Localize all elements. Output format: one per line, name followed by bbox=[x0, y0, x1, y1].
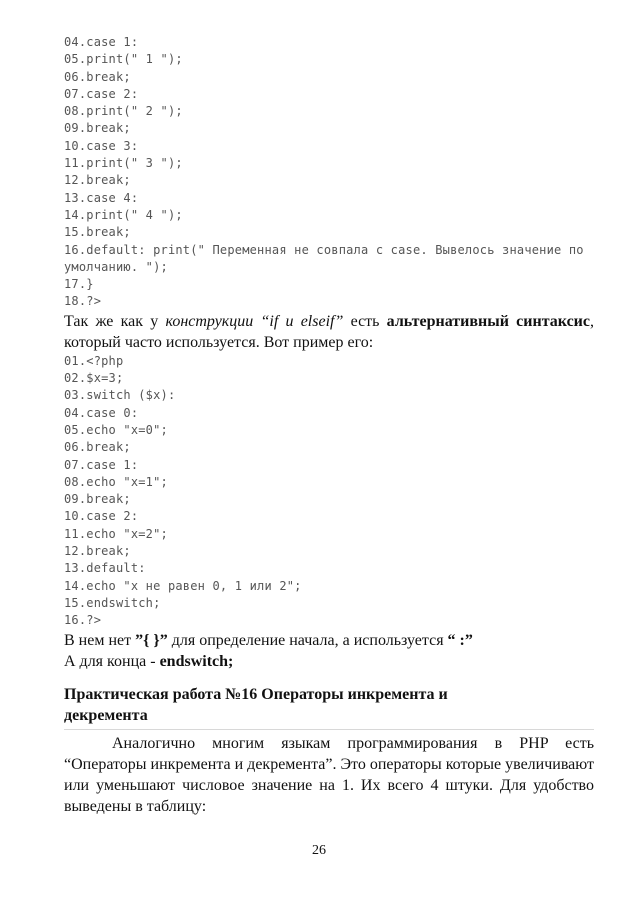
code-line: 17.} bbox=[64, 277, 94, 292]
heading-divider bbox=[64, 729, 594, 730]
code-line: 12.break; bbox=[64, 173, 131, 188]
code-line: 03.switch ($x): bbox=[64, 388, 176, 403]
alt-syntax-paragraph bbox=[64, 311, 594, 353]
code-line: 11.print(" 3 "); bbox=[64, 156, 183, 171]
code-line: 08.print(" 2 "); bbox=[64, 104, 183, 119]
heading-line: декремента bbox=[64, 706, 148, 724]
code-line: 04.case 1: bbox=[64, 35, 139, 49]
code-line: 09.break; bbox=[64, 492, 131, 507]
code-line: 13.case 4: bbox=[64, 190, 139, 205]
code-line: 16.default: print(" Переменная не совпала с case. Вывелось значение по умолчанию. "); bbox=[64, 242, 592, 274]
page-number: 26 bbox=[312, 843, 326, 858]
bold-term: ”{ }” bbox=[135, 631, 168, 649]
code-line: 08.echo "x=1"; bbox=[64, 474, 168, 489]
italic-term: конструкции “if и elseif” bbox=[165, 312, 344, 330]
code-line: 05.echo "x=0"; bbox=[64, 422, 168, 437]
code-line: 10.case 2: bbox=[64, 509, 139, 524]
code-line: 06.break; bbox=[64, 69, 131, 84]
bold-term: endswitch; bbox=[159, 652, 234, 670]
note-line-2 bbox=[64, 651, 594, 672]
code-line: 07.case 2: bbox=[64, 86, 139, 101]
text-run: есть bbox=[343, 312, 387, 330]
code-line: 16.?> bbox=[64, 613, 102, 628]
code-line: 14.echo "x не равен 0, 1 или 2"; bbox=[64, 578, 302, 593]
code-block-1 bbox=[64, 34, 594, 311]
bold-term: “ :” bbox=[447, 631, 473, 649]
code-line: 02.$x=3; bbox=[64, 371, 124, 386]
code-line: 04.case 0: bbox=[64, 405, 139, 420]
code-line: 11.echo "x=2"; bbox=[64, 526, 168, 541]
text-run: , который часто используется. Вот пример его: bbox=[64, 312, 594, 351]
bold-term: альтернативный синтаксис bbox=[386, 312, 590, 330]
code-line: 07.case 1: bbox=[64, 457, 139, 472]
section-heading bbox=[64, 684, 594, 726]
code-line: 18.?> bbox=[64, 294, 102, 309]
text-run: Так же как у bbox=[64, 312, 166, 330]
code-line: 15.break; bbox=[64, 225, 131, 240]
code-block-2 bbox=[64, 353, 594, 630]
intro-paragraph: Аналогично многим языкам программирования в PHP есть “Операторы инкремента и декремента”. Это операторы которые увеличивают или уменьшают числовое значение на 1. Их всего 4 штуки. Для удобство выведены в таблицу: bbox=[64, 734, 594, 815]
code-line: 14.print(" 4 "); bbox=[64, 207, 183, 222]
code-line: 15.endswitch; bbox=[64, 595, 161, 610]
code-line: 10.case 3: bbox=[64, 138, 139, 153]
code-line: 13.default: bbox=[64, 561, 146, 576]
text-run: для определение начала, а используется bbox=[167, 631, 448, 649]
code-line: 01.<?php bbox=[64, 353, 124, 368]
code-line: 12.break; bbox=[64, 544, 131, 559]
note-line-1 bbox=[64, 630, 594, 651]
text-run: В нем нет bbox=[64, 631, 136, 649]
code-line: 09.break; bbox=[64, 121, 131, 136]
code-line: 06.break; bbox=[64, 440, 131, 455]
heading-line: Практическая работа №16 Операторы инкремента и bbox=[64, 685, 448, 703]
page-content bbox=[64, 34, 594, 817]
code-line: 05.print(" 1 "); bbox=[64, 52, 183, 67]
text-run: А для конца - bbox=[64, 652, 160, 670]
